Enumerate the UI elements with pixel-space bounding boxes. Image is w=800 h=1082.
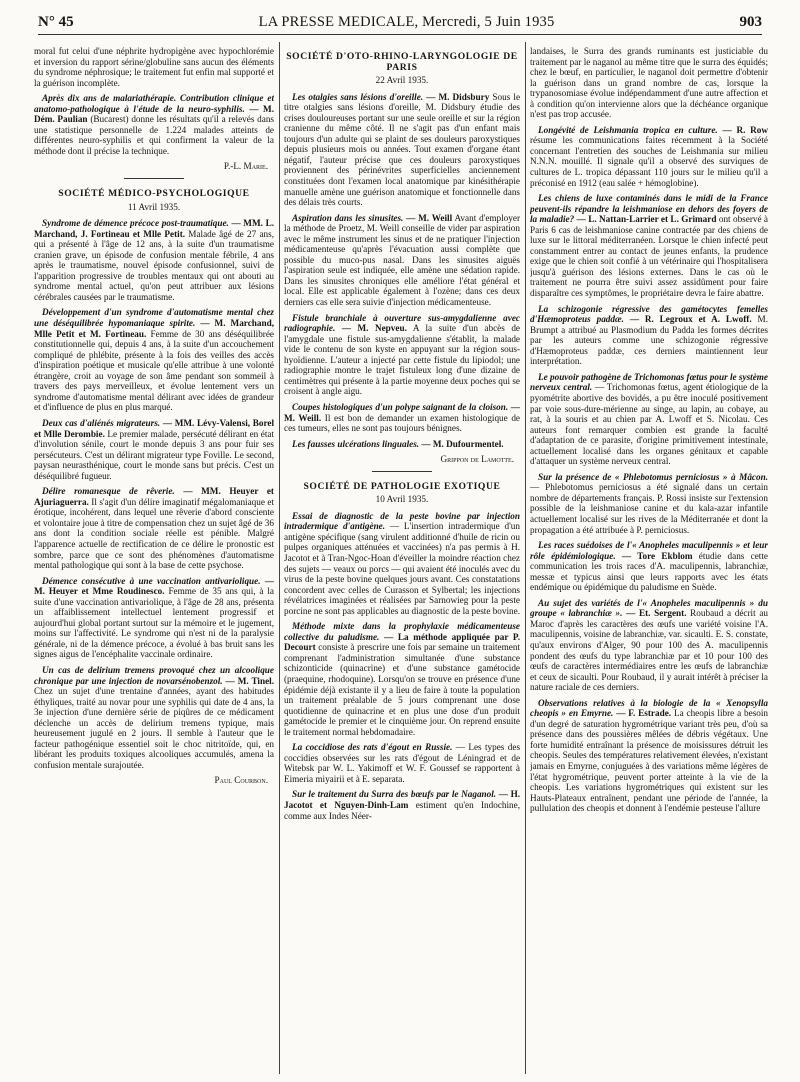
abstract-authors: — Tore Ekblom [621,550,693,561]
column-middle [284,46,520,1076]
abstract [284,439,520,450]
abstract-authors: — M. Heuyer et Mme Roudinesco. [34,575,274,597]
abstract-title: La coccidiose des rats d'égout en Russie. [292,742,453,753]
page-number: 903 [739,14,762,30]
abstract-body: (Bucarest) donne les résultats qu'il a relevés dans une statistique personnelle de 1.224 malades atteints de différentes neuro-syphilis et qui confirment la valeur de la méthode dont il précise la technique. [34,114,274,156]
column-left [34,46,274,1076]
abstract-authors: — M. Marchand, Mlle Petit et M. Fortineau. [34,318,274,339]
abstract-body: Avant d'employer la méthode de Proetz, M. Weill conseille de vider par aspiration avec le même instrument les sinus et de ne pratiquer l'injection médicamenteuse qu'après l'évacuation aussi complète que possible du muco-pus nasal. Dans les sinusites aiguës l'aspiration seule est indiquée, elle amène une sédation rapide. Dans les sinusites chroniques elle améliore l'état général et local. Elle est applicable également à l'ozène; dans ces deux derniers cas elle sera suivie d'injection médicamenteuse. [284,212,520,308]
abstract-title: Fistule branchiale à ouverture sus-amygdalienne avec radiographie. [284,312,520,334]
abstract-title: Les races suédoises de l'« Anopheles maculipennis » et leur rôle épidémiologique. [530,540,768,561]
abstract-title: Deux cas d'aliénés migrateurs. [42,417,161,428]
abstract-authors: — MM. Heuyer et Ajuriaguerra. [34,486,274,507]
abstract-authors: — H. Jacotot et Nguyen-Dinh-Lam [284,789,520,810]
abstract [34,307,274,412]
abstract-body: Il est bon de demander un examen histologique de ces tumeurs, elles ne sont pas toujours bénignes. [284,412,520,434]
abstract [530,193,768,298]
issue-number: N° 45 [38,14,74,30]
abstract-authors: — Les types des coccidies observées [284,742,520,763]
abstract-title: Méthode mixte dans la prophylaxie médicamenteuse collective du paludisme. [284,621,520,642]
abstract-body: estiment qu'en Indochine, comme aux Indes Néer- [284,800,520,821]
abstract [284,313,520,397]
abstract-body: résume les communications faites récemment à la Société concernant l'entretien des souches de Leishmania sur milieu N.N.N. mouillé. Il signale qu'il a observé des surviques de cultures de L. tropica dépassant 110 jours sur le milieu qu'il a préconisé en 1912 (eau salée + hémoglobine). [530,135,768,188]
abstract-authors: — M. Dufourmentel. [421,438,504,449]
abstract-body: consiste à prescrire une fois par semaine un traitement comprenant l'administration simultanée d'une substance schizonticide (quinacrine) et d'une substance gamétocide (praequine, rhodoquine). Lorsqu'on se trouve en présence d'une épidémie déjà existante il y a lieu de faire à toute la population un traitement préalable de 5 jours comprenant une dose quotidienne de quinacrine et en plus une dose d'un produit gamétocide le premier et le cinquième jour. On reprend ensuite le traitement normal hebdomadaire. [284,642,520,737]
abstract-title: Longévité de Leishmania tropica en culture. [538,124,718,135]
abstract-authors: — M. Didsbury [426,91,490,102]
separator-rule [372,471,432,472]
abstract-title: Observations relatives à la biologie de la « Xenopsylla cheopis » en Emyrne. [530,697,768,719]
abstract-body: Malade âgé de 27 ans, qui a présenté à l'âge de 12 ans, à la suite d'un traumatisme cranien grave, un épisode de confusion mentale fébrile, 4 ans après le traumatisme, nouvel épisode confusionnel, suivi de l'apparition progressive de troubles mentaux qui ont abouti au syndrome mental actuel, qu'on peut attribuer aux lésions cérébrales causées par le traumatisme. [34,228,274,302]
abstract [34,665,274,770]
abstract-authors: — MM. Lévy-Valensi, Borel et Mlle Derombie. [34,417,274,439]
abstract-authors: — La méthode appliquée par P. Decourt [284,631,520,653]
session-date: 10 Avril 1935. [375,494,429,505]
abstract [530,125,768,188]
abstract-title: Les otalgies sans lésions d'oreille. [292,91,424,102]
abstract-title: Développement d'un syndrome d'automatisme mental chez une déséquilibrée hypomaniaque spirite. [34,307,274,329]
abstract-body: Roubaud a décrit au Maroc d'après les caractères des œufs une variété voisine l'A. maculipennis, voisine de labranchiæ, var. sicaulti. E. S. constate, qu'aux environs d'Alger, 90 pour 100 des A. maculipennis pondent des œufs du type labranchiæ par et 10 pour 100 des œufs de caractères intermédiaires entre les œufs de labranchiæ et ceux de sicaulti. Pour Roubaud, il y aurait intérêt à préciser la nature raciale de ces derniers. [530,608,768,693]
session-date: 22 Avril 1935. [375,75,429,86]
abstract [530,540,768,593]
abstract-authors: — Et. Sergent. [626,608,687,619]
abstract-title: Après dix ans de malariathérapie. Contribution clinique et anatomo-pathologique à l'étude de la neuro-syphilis. [34,93,274,114]
signature: P.-L. Marie. [223,161,268,172]
abstract-title: Sur le traitement du Surra des bœufs par le Naganol. [292,789,497,800]
continued-text: moral fut celui d'une néphrite hydropigène avec hypochlorémie et inversion du rapport sérine/globuline sans aucun des éléments du syndrome néphrosique; le traitement fut enfin mal supporté et la guérison incomplète. [34,46,274,88]
abstract-title: Aspiration dans les sinusites. [292,212,404,223]
abstract-body: Femme de 30 ans déséquilibrée constitutionnelle qui, depuis 4 ans, à la suite d'un accouchement compliqué de phlébite, présente à la fois des veilles des accès d'inspiration poétique et musicale qu'elle attribue à une volonté étrangère, croit au voyage de son âme pendant son sommeil à travers des pays merveilleux, et évolue lentement vers un syndrome d'automatisme mental délirant avec idées de grandeur et d'influence de plus en plus marqué. [34,328,274,413]
abstract [34,218,274,302]
abstract-authors: — M. Weill. [284,401,520,423]
abstract [284,742,520,784]
abstract [284,789,520,821]
abstract [34,486,274,570]
abstract [34,418,274,481]
abstract-title: Un cas de delirium tremens provoqué chez un alcoolique chronique par une injection de novarsénobenzol. [34,664,274,686]
page-header [38,14,762,35]
abstract-body: — Trichomonas fœtus, agent étiologique de la pyométrite abortive des bovidés, a pu être inoculé positivement par voie sous-dure-mérienne au singe, au lapin, au cobaye, au rat, à la souris et au chien par A. Lwoff et S. Nicolau. Ces auteurs font remarquer combien est grande la faculté d'adaptation de ce parasite, d'origine primitivement intestinale, actuellement localisé dans les organes génitaux et capable d'attaquer un système nerveux central. [530,382,768,467]
abstract-body: Sous le titre otalgies sans lésions d'oreille, M. Didsbury étudie des crises douloureuses portant sur une seule oreille et sur la région cranienne du même côté. Il ne s'agit pas d'un enfant mais toujours d'un adulte qui se plaint de ses douleurs paroxystiques depuis plusieurs mois ou années. Tout examen d'organe étant négatif, l'auteur précise que ces douleurs paroxystiques proviennent des périnévrites superficielles anciennement constituées dont l'examen local anatomique par kinésithérapie manuelle amène une guérison anatomique et fonctionnelle dans des délais très courts. [284,91,520,208]
abstract-body: A la suite d'un abcès de l'amygdale une fistule sus-amygdalienne s'établit, la malade vide le contenu de son kyste en appuyant sur la région sous-hyoïdienne. L'auteur a injecté par cette fistule du lipiodol; une radiographie montre le trajet fistuleux long d'une dizaine de centimètres qui présente à la partie moyenne deux poches qui se croisent à angle aigu. [284,323,520,397]
abstract [530,304,768,367]
abstract-body: Il s'agit d'un délire imaginatif mégalomaniaque et érotique, incohérent, dans lequel une rêverie d'abord consciente et volontaire joue à titre de compensation chez un sujet âgé de 36 ans dont la condition sociale réelle est pénible. Malgré l'apparence actuelle de rectification de ce délire le pronostic est sombre, parce que ce sont des phénomènes d'automatisme mental pathologique qui sont à la base de cette psychose. [34,496,274,571]
abstract-authors: — L. Nattan-Larrier et L. Grimard [576,214,717,225]
continued-text: landaises, le Surra des grands ruminants est justiciable du traitement par le naganol au même titre que le surra des équidés; chez le bœuf, en particulier, le naganol doit permettre d'obtenir la guérison dans un grand nombre de cas, lorsque la trypanosomiase évolue indépendamment d'une autre affection et à condition qu'on intervienne alors que la déchéance organique n'est pas trop accusée. [530,46,768,120]
abstract-title: Essai de diagnostic de la peste bovine par injection intradermique d'antigène. [284,510,520,532]
abstract-title: Démence consécutive à une vaccination antivariolique. [42,575,261,586]
abstract [530,472,768,535]
abstract [284,92,520,208]
abstract [284,511,520,616]
session-date: 11 Avril 1935. [127,201,181,212]
abstract-body: — Phlebotomus perniciosus a été signalé dans un certain nombre de départements français. P. Rossi insiste sur l'extension possible de la leishmaniose canine et du kala-azar infantile actuellement localisé sur les rives de la Méditerranée et dont la propagation a été attribuée à P. perniciosus. [530,482,768,535]
abstract-title: Les fausses ulcérations linguales. [292,438,420,449]
abstract-body: Femme de 35 ans qui, à la suite d'une vaccination antivariolique, à l'âge de 28 ans, présenta un affaiblissement intellectuel lentement progressif et aujourd'hui global portant surtout sur la mémoire et le jugement, moins sur l'affectivité. Le syndrome qui n'est ni de la paralysie générale, ni de la démence précoce, a évolué à bas bruit sans les signes aigus de l'encéphalite vaccinale ordinaire. [34,586,274,660]
signature: Paul Courbon. [214,775,268,786]
abstract [34,576,274,660]
abstract [284,402,520,434]
abstract-body: M. Brumpt a attribué au Plasmodium du Padda les formes décrites par les auteurs comme une schizogonie régressive d'Hæmoproteus paddæ, ces derniers maintiennent leur interprétation. [530,314,768,367]
abstract-body: Le premier malade, persécuté délirant en état d'involution sénile, court le monde depuis 3 ans pour fuir ses persécuteurs. C'est un délirant migrateur type Foville. Le second, paysan neurasthénique, court le monde sans but précis. C'est un déséquilibré fugueur. [34,428,274,481]
abstract-authors: — M. Tinel. [225,675,274,686]
abstract-body: — L'insertion intradermique d'un antigène spécifique (sang virulent additionné d'huile de ricin ou pulpes organiques atténuées et vaccinées) n'a pas permis à H. Jacotot et à Tran-Ngoc-Hoan d'éveiller la moindre réaction chez des sujets — veaux ou porcs — qui avaient été inoculés avec du virus de la peste bovine quelques jours avant. Ces constatations concordent avec celles de Curasson et Sylbertal; les injections révélatrices imaginées et réalisées par Sarnowieg pour la peste porcine ne sont pas applicables au diagnostic de la peste bovine. [284,521,520,616]
column-divider [525,42,526,1074]
signature: Grippon de Lamotte. [440,454,514,465]
abstract-authors: — M. Nepveu. [341,323,407,334]
abstract-title: Sur la présence de « Phlebotomus perniciosus » à Mâcon. [538,471,768,482]
abstract-authors: — M. Dém. Paulian [34,103,274,125]
abstract-title: Coupes histologiques d'un polype saignant de la cloison. [292,401,509,412]
abstract-authors: — F. Estrade. [616,708,672,719]
separator-rule [124,178,184,179]
society-heading: SOCIÉTÉ DE PATHOLOGIE EXOTIQUE [303,480,501,492]
abstract [284,213,520,308]
abstract [34,93,274,156]
abstract [530,598,768,693]
abstract-title: La schizogonie régressive des gamétocytes femelles d'Hæmoproteus paddæ. [530,303,768,325]
journal-title: LA PRESSE MEDICALE, Mercredi, 5 Juin 1935 [258,14,555,30]
abstract-body: étudie dans cette communication les trois races d'A. maculipennis, labranchiæ, messæ et typicus ainsi que leurs rapports avec les états endémique ou épidémique du paludisme en Suède. [530,550,768,593]
abstract [530,698,768,814]
abstract-body: sur les rats d'égout de Léningrad et de Witebsk par W. L. Yakimoff et W. F. Goussef se rapportent à Eimeria miyairii et à E. separata. [284,752,520,784]
abstract-authors: — R. Row [722,124,768,135]
abstract-authors: — R. Legroux et A. Lwoff. [629,314,752,325]
abstract-title: Le pouvoir pathogène de Trichomonas fœtus pour le système nerveux central. [530,371,768,393]
abstract-title: Les chiens de luxe contaminés dans le midi de la France peuvent-ils répandre la leishmaniose en dehors des foyers de la maladie? [530,193,768,225]
abstract-body: Chez un sujet d'une trentaine d'années, ayant des habitudes éthyliques, traité au novar pour une syphilis qui date de 4 ans, la 3e injection d'une dernière série de piqûres de ce médicament déclenche un accès de delirium tremens typique, mais heureusement jugulé en 2 jours. Il semble à l'auteur que le facteur pathogénique essentiel soit le choc nitritoïde, qui, en libérant les produits toxiques alcooliques accumulés, amena la confusion mentale surajoutée. [34,686,274,770]
abstract-title: Syndrome de démence précoce post-traumatique. [42,218,229,229]
society-heading: SOCIÉTÉ MÉDICO-PSYCHOLOGIQUE [58,188,250,200]
abstract-title: Au sujet des variétés de l'« Anopheles maculipennis » du groupe « labranchiæ ». [530,597,768,619]
abstract-body: ont observé à Paris 6 cas de leishmaniose canine contractée par des chiens de luxe sur le littoral méditerranéen. Lorsque le chien infecté peut constamment entrer au contact de jeunes enfants, la prudence exige que le chien soit confié à un vétérinaire qui l'hospitalisera jusqu'à guérison des lésions externes. Dans le cas où le traitement ne pourra être suivi assez assidûment pour faire disparaître ces symptômes, le propriétaire devra le faire abattre. [530,214,768,299]
society-heading: SOCIÉTÉ D'OTO-RHINO-LARYNGOLOGIE DE PARIS [286,51,518,73]
abstract-authors: — M. Weill [406,212,453,223]
abstract-title: Délire romanesque de rêverie. [42,486,175,497]
abstract-authors: — MM. L. Marchand, J. Fortineau et Mlle Petit. [34,218,274,239]
column-right [530,46,768,1076]
abstract [530,372,768,467]
abstract [284,621,520,737]
column-divider [279,42,280,1074]
abstract-body: La cheopis libre a besoin d'un degré de saturation hygrométrique variant très peu, d'où sa présence dans des poussières mêlées de débris végétaux. Une forte humidité entraînant la présence de moisissures détruit les cheopis. Seules des températures relativement élevées, n'existant jamais en Emyrne, conjuguées à des variations même légères de l'état hygrométrique, peuvent porter atteinte à la vie de la cheopis. Les variations hygrométriques qui existent sur les Hauts-Plateaux entraînent, pendant une période de l'année, la pullulation des cheopis et donnent à l'endémie pesteuse l'allure [530,708,768,814]
